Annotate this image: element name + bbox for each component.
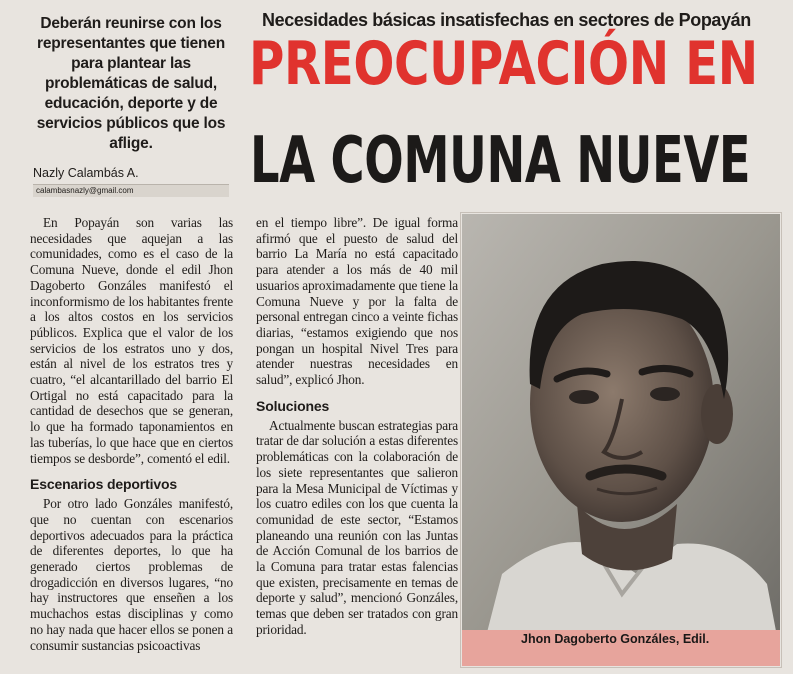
article-kicker: Necesidades básicas insatisfechas en sectores de Popayán	[262, 10, 751, 30]
headline-line-2: LA COMUNA NUEVE	[250, 124, 751, 198]
portrait-photo	[462, 214, 780, 652]
headline-line-1: PREOCUPACIÓN EN	[249, 29, 758, 99]
body-column-2	[256, 215, 458, 638]
photo-caption: Jhon Dagoberto Gonzáles, Edil.	[521, 632, 710, 646]
subhead-escenarios: Escenarios deportivos	[30, 476, 178, 493]
subhead-soluciones: Soluciones	[256, 397, 330, 414]
body-column-1	[30, 215, 233, 653]
body-paragraph: Actualmente buscan estrategias para tratar de dar solución a estas diferentes problemáticas con la colaboración de los siete representantes que salieron para la Mesa Municipal de Víctimas y los cuatro ediles con los que cuenta la comunidad de este sector, “Estamos planeando una reunión con las Juntas de Acción Comunal de los barrios de la Comuna para tratar estas falencias que existen, precisamente en temas de deporte y salud”, mencionó Gonzáles, temas que deben ser tratados con gran prioridad.	[256, 417, 458, 637]
article-lead: Deberán reunirse con los representantes que tienen para plantear las problemáticas de salud, educación, deporte y de servicios públicos que los aflige.	[36, 15, 226, 152]
body-paragraph: En Popayán son varias las necesidades que aquejan a las comunidades, como es el caso de la Comuna Nueve, donde el edil Jhon Dagoberto Gonzáles manifestó el inconformismo de los habitantes frente a los altos costos en los servicios públicos. Explica que el valor de los servicios de los estratos uno y dos, están al nivel de los estratos tres y cuatro, “el alcantarillado del barrio El Ortigal no está capacitado para la cantidad de desechos que se generan, lo que ha formado taponamientos en las tuberías, lo que hace que en ciertos tiempos se desborde”, comentó el edil.	[30, 215, 233, 466]
author-name: Nazly Calambás A.	[33, 166, 139, 180]
portrait-illustration	[462, 214, 780, 652]
body-paragraph: en el tiempo libre”. De igual forma afirmó que el puesto de salud del barrio La María no está capacitado para atender a los más de 40 mil usuarios aproximadamente que tiene la Comuna Nueve y por la falta de personal entregan cinco a veinte fichas diarias, “estamos exigiendo que nos pongan un hospital Nivel Tres para atender nuestras necesidades en salud”, explicó Jhon.	[256, 215, 458, 388]
author-email: calambasnazly@gmail.com	[33, 184, 229, 197]
body-paragraph: Por otro lado Gonzáles manifestó, que no cuentan con escenarios deportivos adecuados para la práctica de diferentes deportes, lo que ha generado ciertos problemas de drogadicción en diversos lugares, “no hay instructores que enseñen a los muchachos estas disciplinas y como no hay nada que hacer ellos se ponen a consumir sustancias psicoactivas	[30, 496, 233, 653]
